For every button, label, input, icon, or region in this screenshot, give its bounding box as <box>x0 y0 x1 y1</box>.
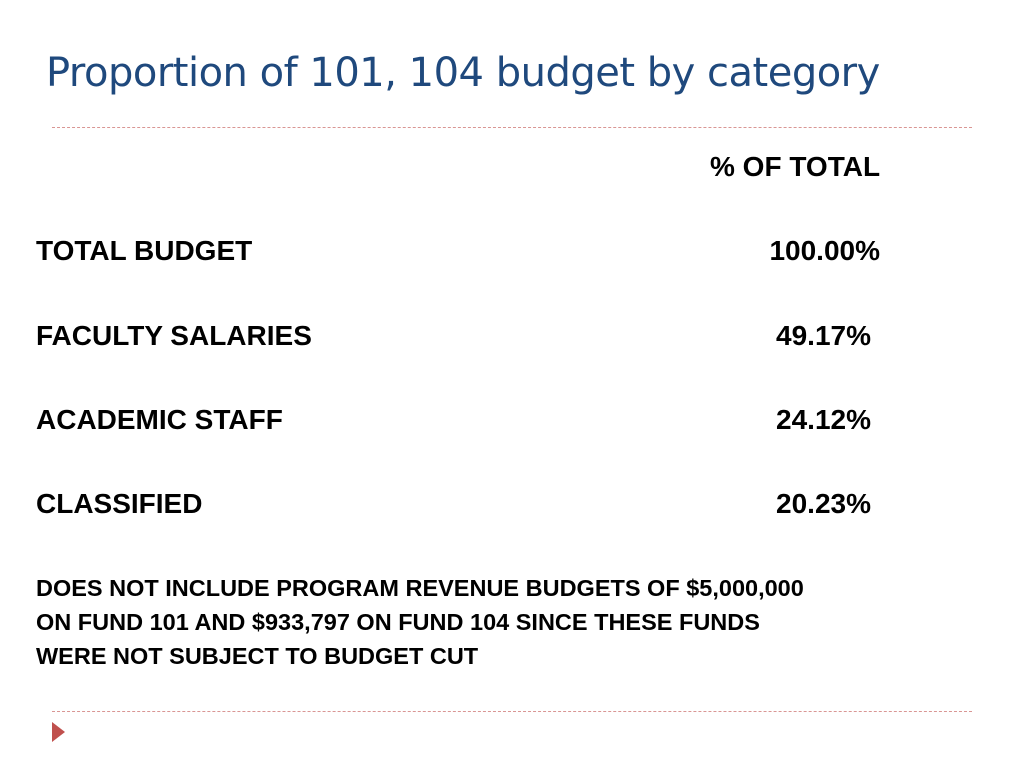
top-divider <box>52 127 972 128</box>
row-value-academic-staff: 24.12% <box>776 404 871 435</box>
row-value-classified: 20.23% <box>776 488 871 519</box>
footnote-line-2: ON FUND 101 AND $933,797 ON FUND 104 SINCE THESE FUNDS <box>36 609 760 635</box>
triangle-bullet-icon <box>52 722 65 742</box>
row-label-faculty-salaries: FACULTY SALARIES <box>36 320 312 351</box>
row-label-classified: CLASSIFIED <box>36 488 203 519</box>
column-header-percent: % OF TOTAL <box>710 151 881 182</box>
row-value-total-budget: 100.00% <box>769 235 880 266</box>
row-value-faculty-salaries: 49.17% <box>776 320 871 351</box>
bottom-divider <box>52 711 972 712</box>
row-label-academic-staff: ACADEMIC STAFF <box>36 404 283 435</box>
footnote-line-1: DOES NOT INCLUDE PROGRAM REVENUE BUDGETS OF $5,000,000 <box>36 575 804 601</box>
footnote-line-3: WERE NOT SUBJECT TO BUDGET CUT <box>36 643 479 669</box>
slide-title: Proportion of 101, 104 budget by category <box>46 50 880 96</box>
footnote <box>36 571 986 673</box>
row-label-total-budget: TOTAL BUDGET <box>36 235 253 266</box>
